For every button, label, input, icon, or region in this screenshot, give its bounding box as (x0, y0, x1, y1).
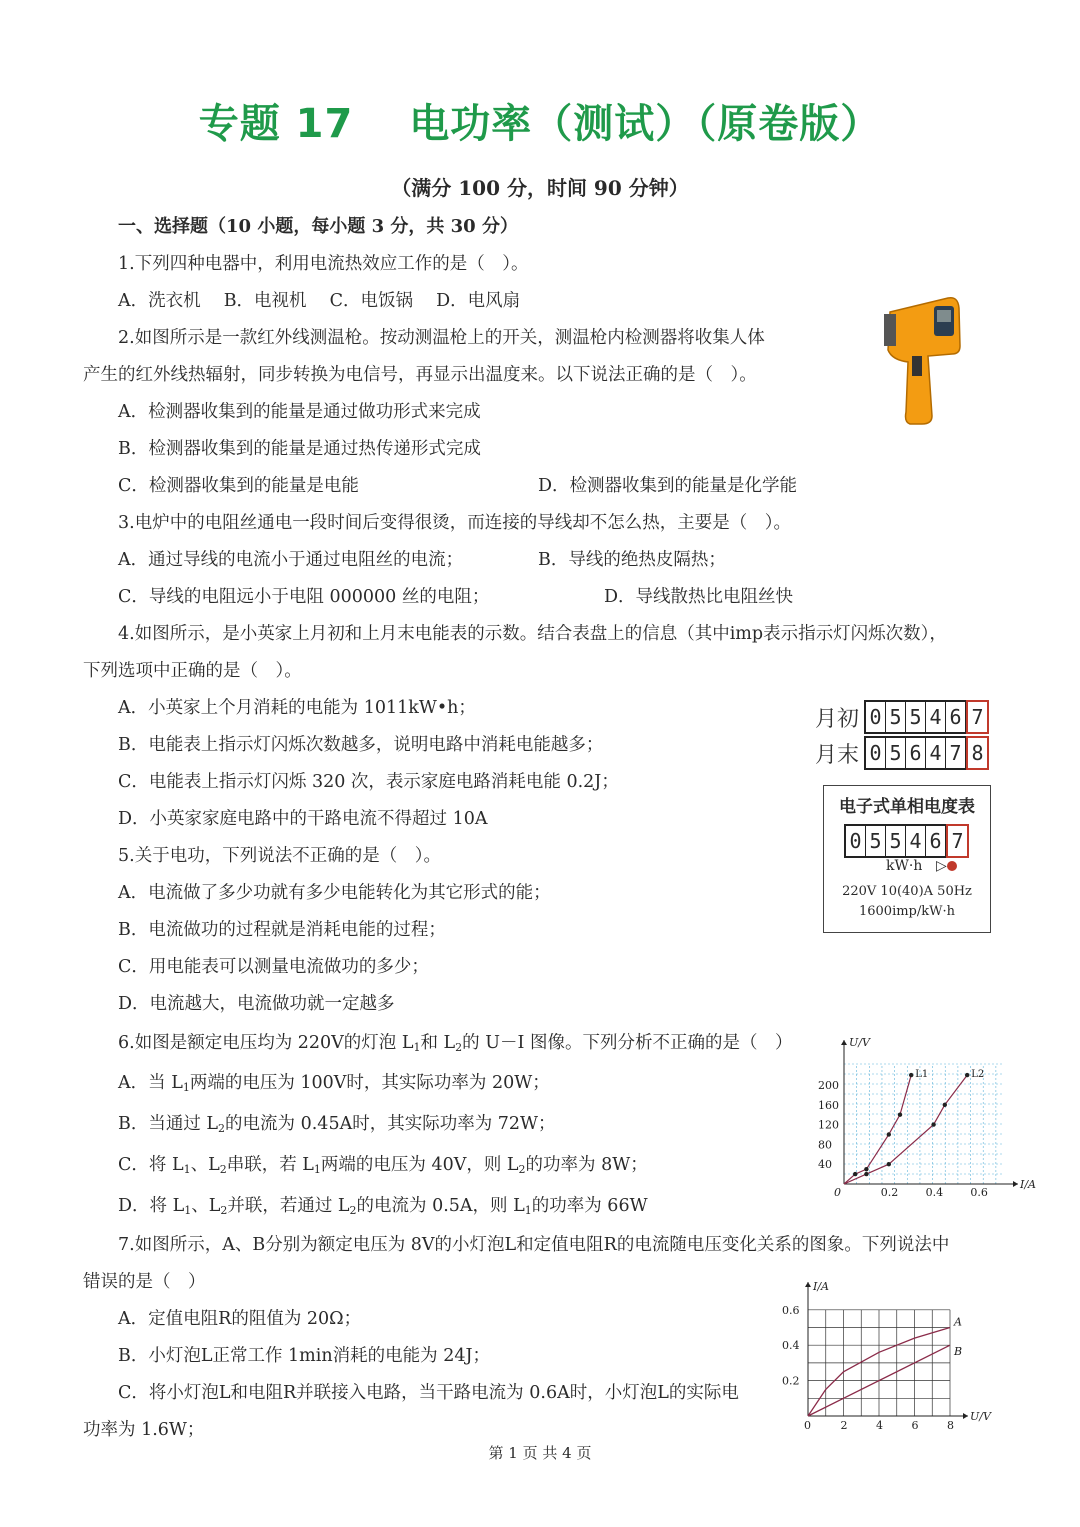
digit: 6 (926, 826, 946, 856)
indicator-light-icon: ▷ (936, 858, 957, 874)
digit: 0 (866, 738, 886, 768)
meter-unit: kW·h (886, 858, 923, 874)
data-point (909, 1073, 913, 1077)
data-point (965, 1073, 969, 1077)
y-axis-arrow (841, 1040, 847, 1045)
q4-option-b: B．电能表上指示灯闪烁次数越多，说明电路中消耗电能越多； (118, 735, 604, 755)
meter-end-label: 月末 (815, 743, 860, 768)
page-footer: 第 1 页 共 4 页 (488, 1444, 592, 1462)
digit: 5 (906, 702, 926, 732)
x-axis-arrow (963, 1413, 968, 1419)
meter-start-label: 月初 (815, 707, 860, 732)
q7-option-a: A．定值电阻R的阻值为 20Ω； (118, 1309, 362, 1329)
data-point (887, 1132, 891, 1136)
digit: 4 (906, 826, 926, 856)
data-point (898, 1113, 902, 1117)
data-point (864, 1167, 868, 1171)
meter-panel-digits (844, 824, 969, 858)
q1-options: A．洗衣机 B．电视机 C．电饭锅 D．电风扇 (118, 291, 521, 311)
digit-decimal: 8 (966, 736, 989, 770)
data-point (864, 1172, 868, 1176)
meter-spec-rating: 220V 10(40)A 50Hz (842, 884, 972, 899)
q5-option-b: B．电流做功的过程就是消耗电能的过程； (118, 920, 446, 940)
x-tick-label: 2 (840, 1419, 848, 1432)
q2-option-c: C．检测器收集到的能量是电能 (118, 476, 359, 496)
energy-meter-panel (823, 785, 991, 933)
y-axis-arrow (805, 1282, 811, 1287)
x-axis-arrow (1013, 1181, 1018, 1187)
q2-stem-line1: 2.如图所示是一款红外线测温枪。按动测温枪上的开关，测温枪内检测器将收集人体 (118, 328, 765, 348)
series-line-L1 (844, 1075, 911, 1184)
digit: 6 (946, 702, 966, 732)
y-axis-label: U/V (849, 1036, 870, 1049)
data-point (931, 1122, 935, 1126)
q7-option-c-line2: 功率为 1.6W； (83, 1420, 205, 1440)
meter-spec-constant: 1600imp/kW·h (858, 904, 955, 919)
series-label: L1 (915, 1069, 929, 1081)
exam-subtitle: （满分 100 分，时间 90 分钟） (391, 176, 689, 200)
q5-option-a: A．电流做了多少功就有多少电能转化为其它形式的能； (118, 883, 551, 903)
digit: 5 (886, 702, 906, 732)
q4-option-a: A．小英家上个月消耗的电能为 1011kW•h； (118, 698, 476, 718)
data-point (853, 1172, 857, 1176)
q5-option-c: C．用电能表可以测量电流做功的多少； (118, 957, 429, 977)
y-tick-label: 40 (818, 1158, 832, 1172)
series-label: L2 (971, 1069, 985, 1081)
digit: 5 (886, 826, 906, 856)
x-axis-label: U/V (970, 1410, 991, 1423)
meter-start-digits (864, 700, 989, 734)
meter-title: 电子式单相电度表 (839, 797, 975, 817)
q2-option-d: D．检测器收集到的能量是化学能 (538, 476, 798, 496)
y-axis-label: I/A (813, 1280, 829, 1293)
q6-option-d: D．将 $L_1$、$L_2$并联，若通过 $L_2$的电流为 0.5A，则 $L_1$的功率为 66W (118, 1196, 648, 1217)
digit-decimal: 7 (966, 700, 989, 734)
x-tick-label: 8 (947, 1419, 954, 1432)
data-point (887, 1162, 891, 1166)
origin-label: 0 (834, 1186, 841, 1199)
x-tick-label: 4 (876, 1419, 883, 1432)
x-tick-label: 0.4 (925, 1186, 944, 1199)
digit: 5 (866, 826, 886, 856)
x-tick-label: 6 (911, 1419, 919, 1432)
q6-option-b: B．当通过 $L_2$的电流为 0.45A时，其实际功率为 72W； (118, 1114, 556, 1135)
y-tick-label: 120 (818, 1118, 839, 1132)
q3-option-a: A．通过导线的电流小于通过电阻丝的电流； (118, 550, 464, 570)
y-tick-label: 200 (818, 1079, 839, 1092)
digit: 5 (886, 738, 906, 768)
q1-stem: 1.下列四种电器中，利用电流热效应工作的是（ ）。 (118, 254, 529, 274)
q3-stem: 3.电炉中的电阻丝通电一段时间后变得很烫，而连接的导线却不怎么热，主要是（ ）。 (118, 513, 791, 533)
y-tick-label: 80 (818, 1138, 832, 1152)
y-tick-label: 0.6 (782, 1303, 800, 1317)
iu-curve-chart (780, 1276, 991, 1432)
y-tick-label: 160 (818, 1098, 839, 1112)
y-tick-label: 0.2 (782, 1374, 800, 1388)
series-label: A (954, 1315, 962, 1329)
ui-curve-chart (818, 1032, 1036, 1204)
q7-stem-line1: 7.如图所示，A、B分别为额定电压为 8V的小灯泡L和定值电阻R的电流随电压变化关系的图象。下列说法中 (118, 1235, 950, 1255)
q4-option-d: D．小英家家庭电路中的干路电流不得超过 10A (118, 809, 488, 829)
q3-option-d: D．导线散热比电阻丝快 (604, 587, 794, 607)
q7-stem-line2: 错误的是（ ） (83, 1272, 206, 1292)
data-point (943, 1103, 947, 1107)
q3-option-b: B．导线的绝热皮隔热； (538, 550, 726, 570)
digit: 0 (846, 826, 866, 856)
q5-stem: 5.关于电功，下列说法不正确的是（ ）。 (118, 846, 441, 866)
q6-stem: 6.如图是额定电压均为 220V的灯泡 $L_1$和 $L_2$的 U－I 图像。下列分析不正确的是（ ） (118, 1033, 793, 1054)
digit: 4 (926, 738, 946, 768)
x-axis-label: I/A (1020, 1178, 1036, 1191)
meter-end-digits (864, 736, 989, 770)
q5-option-d: D．电流越大，电流做功就一定越多 (118, 994, 395, 1014)
q2-option-a: A．检测器收集到的能量是通过做功形式来完成 (118, 402, 481, 422)
page-title: 专题 17 电功率（测试）（原卷版） (198, 101, 882, 147)
q7-option-b: B．小灯泡L正常工作 1min消耗的电能为 24J； (118, 1346, 490, 1366)
digit-decimal: 7 (946, 824, 969, 858)
series-line-L2 (844, 1075, 967, 1184)
section-heading: 一、选择题（10 小题，每小题 3 分，共 30 分） (118, 216, 518, 237)
series-label: B (954, 1345, 963, 1359)
q2-stem-line2: 产生的红外线热辐射，同步转换为电信号，再显示出温度来。以下说法正确的是（ ）。 (83, 365, 757, 385)
q7-option-c-line1: C．将小灯泡L和电阻R并联接入电路，当干路电流为 0.6A时，小灯泡L的实际电 (118, 1383, 739, 1403)
digit: 0 (866, 702, 886, 732)
q3-option-c: C．导线的电阻远小于电阻 000000 丝的电阻； (118, 587, 490, 607)
q4-option-c: C．电能表上指示灯闪烁 320 次，表示家庭电路消耗电能 0.2J； (118, 772, 619, 792)
q6-option-c: C．将 $L_1$、$L_2$串联，若 $L_1$两端的电压为 40V，则 $L_2$的功率为 8W； (118, 1155, 648, 1176)
q6-option-a: A．当 $L_1$两端的电压为 100V时，其实际功率为 20W； (118, 1073, 550, 1094)
origin-label: 0 (804, 1419, 811, 1432)
x-tick-label: 0.6 (970, 1186, 988, 1199)
q2-option-b: B．检测器收集到的能量是通过热传递形式完成 (118, 439, 481, 459)
q4-stem-line2: 下列选项中正确的是（ ）。 (83, 661, 302, 681)
infrared-thermometer-image (882, 292, 962, 428)
q4-stem-line1: 4.如图所示，是小英家上月初和上月末电能表的示数。结合表盘上的信息（其中imp表示指示灯闪烁次数）， (118, 624, 947, 644)
digit: 6 (906, 738, 926, 768)
x-tick-label: 0.2 (880, 1186, 899, 1199)
y-tick-label: 0.4 (782, 1339, 800, 1353)
digit: 7 (946, 738, 966, 768)
digit: 4 (926, 702, 946, 732)
grid (808, 1310, 950, 1416)
